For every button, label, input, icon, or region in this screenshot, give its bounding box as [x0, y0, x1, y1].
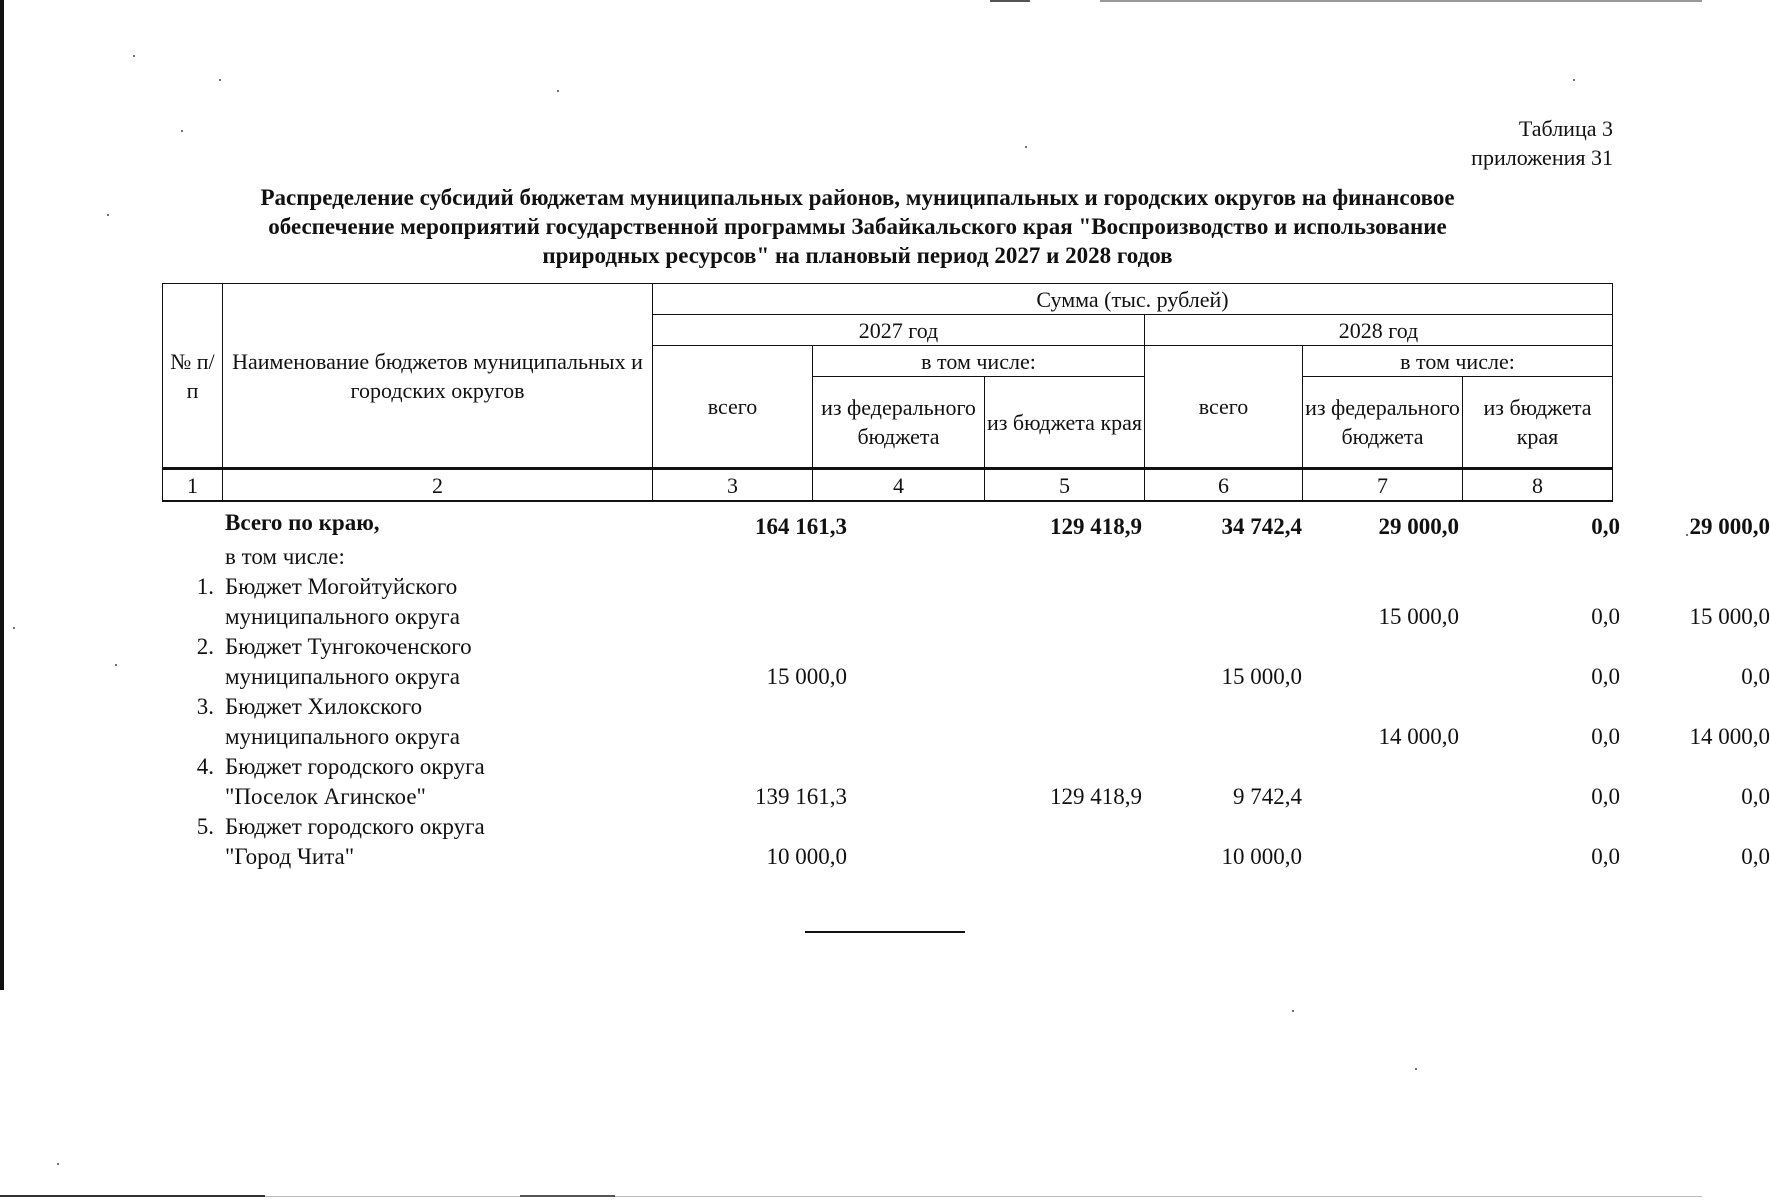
column-number-cell: 7	[1303, 469, 1463, 502]
value-cell: 129 418,9	[1050, 784, 1142, 809]
scan-speck	[115, 664, 117, 666]
scan-speck	[219, 79, 221, 81]
value-cell: 0,0	[1591, 724, 1620, 749]
value-cell: 9 742,4	[1233, 784, 1302, 809]
row-number: 3.	[196, 694, 214, 719]
value-cell: 15 000,0	[1689, 604, 1770, 629]
title-line: обеспечение мероприятий государственной программы Забайкальского края "Воспроизводство и использование	[268, 214, 1447, 239]
table-row	[162, 812, 1770, 872]
table-row	[162, 692, 1770, 752]
column-number-cell: 6	[1145, 469, 1303, 502]
budget-name-line: "Город Чита"	[225, 844, 355, 869]
column-number-cell: 8	[1463, 469, 1613, 502]
value-cell: 0,0	[1591, 784, 1620, 809]
scan-speck	[1025, 146, 1027, 148]
scan-speck	[557, 90, 559, 92]
header-cell-number: № п/п	[163, 284, 223, 469]
value-cell: 10 000,0	[766, 844, 847, 869]
scan-edge-line	[520, 1195, 615, 1197]
header-cell-total-2027: всего	[653, 346, 813, 469]
table-reference	[1471, 114, 1613, 172]
budget-name-line: Бюджет городского округа	[225, 814, 485, 839]
budget-name-line: муниципального округа	[225, 664, 460, 689]
value-cell: 0,0	[1741, 664, 1770, 689]
total-cell: 29 000,0	[1689, 514, 1770, 539]
value-cell: 0,0	[1591, 604, 1620, 629]
column-number-cell: 1	[163, 469, 223, 502]
budget-name-line: Бюджет Хилокского	[225, 694, 423, 719]
value-cell: 139 161,3	[755, 784, 847, 809]
table-header	[162, 283, 1613, 502]
header-cell-regional-2028: из бюджета края	[1463, 377, 1613, 469]
budget-name-line: Бюджет Могойтуйского	[225, 574, 458, 599]
value-cell: 15 000,0	[766, 664, 847, 689]
scan-border	[0, 0, 4, 990]
total-cell: 34 742,4	[1221, 514, 1302, 539]
total-label: Всего по краю,	[225, 510, 380, 535]
header-cell-year-2027: 2027 год	[653, 315, 1145, 346]
header-cell-budget-name: Наименование бюджетов муниципальных и городских округов	[223, 284, 653, 469]
header-cell-federal-2027: из федерального бюджета	[813, 377, 985, 469]
scan-speck	[1292, 1010, 1294, 1012]
row-number: 4.	[196, 754, 214, 779]
value-cell: 15 000,0	[1221, 664, 1302, 689]
total-cell: 129 418,9	[1050, 514, 1142, 539]
header-cell-including-2028: в том числе:	[1303, 346, 1613, 377]
column-number-cell: 3	[653, 469, 813, 502]
value-cell: 0,0	[1741, 784, 1770, 809]
scan-speck	[1415, 1068, 1417, 1070]
budget-name-line: муниципального округа	[225, 604, 460, 629]
scan-edge-line	[990, 0, 1030, 2]
value-cell: 14 000,0	[1378, 724, 1459, 749]
row-number: 5.	[196, 814, 214, 839]
including-row	[162, 542, 1612, 572]
header-cell-total-2028: всего	[1145, 346, 1303, 469]
row-number: 2.	[196, 634, 214, 659]
header-cell-year-2028: 2028 год	[1145, 315, 1613, 346]
total-cell: 29 000,0	[1378, 514, 1459, 539]
closing-rule	[805, 931, 965, 933]
value-cell: 10 000,0	[1221, 844, 1302, 869]
header-cell-including-2027: в том числе:	[813, 346, 1145, 377]
budget-name-line: Бюджет Тунгокоченского	[225, 634, 472, 659]
scan-speck	[133, 55, 135, 57]
value-cell: 0,0	[1741, 844, 1770, 869]
table-row	[162, 632, 1770, 692]
title-line: природных ресурсов" на плановый период 2027 и 2028 годов	[542, 243, 1173, 268]
value-cell: 15 000,0	[1378, 604, 1459, 629]
value-cell: 0,0	[1591, 844, 1620, 869]
total-row	[162, 508, 1770, 542]
header-cell-sum: Сумма (тыс. рублей)	[653, 284, 1613, 315]
value-cell: 0,0	[1591, 664, 1620, 689]
budget-name-line: муниципального округа	[225, 724, 460, 749]
column-number-cell: 4	[813, 469, 985, 502]
value-cell: 14 000,0	[1689, 724, 1770, 749]
table-number: Таблица 3	[1518, 116, 1613, 141]
document-title	[150, 183, 1565, 270]
scan-edge-line	[1100, 0, 1702, 2]
scan-edge-line	[0, 1195, 265, 1197]
table-row	[162, 572, 1770, 632]
total-cell: 164 161,3	[755, 514, 847, 539]
column-number-cell: 5	[985, 469, 1145, 502]
header-cell-regional-2027: из бюджета края	[985, 377, 1145, 469]
appendix-number: приложения 31	[1471, 145, 1613, 170]
table-row	[162, 752, 1770, 812]
scan-speck	[107, 214, 109, 216]
budget-name-line: Бюджет городского округа	[225, 754, 485, 779]
total-cell: 0,0	[1591, 514, 1620, 539]
scan-speck	[57, 1163, 59, 1165]
scan-speck	[181, 130, 183, 132]
column-number-cell: 2	[223, 469, 653, 502]
title-line: Распределение субсидий бюджетам муниципальных районов, муниципальных и городских округов на финансовое	[260, 185, 1455, 210]
scan-speck	[13, 627, 15, 629]
header-cell-federal-2028: из федерального бюджета	[1303, 377, 1463, 469]
scan-speck	[1573, 79, 1575, 81]
including-label: в том числе:	[225, 544, 345, 569]
row-number: 1.	[196, 574, 214, 599]
budget-name-line: "Поселок Агинское"	[225, 784, 426, 809]
